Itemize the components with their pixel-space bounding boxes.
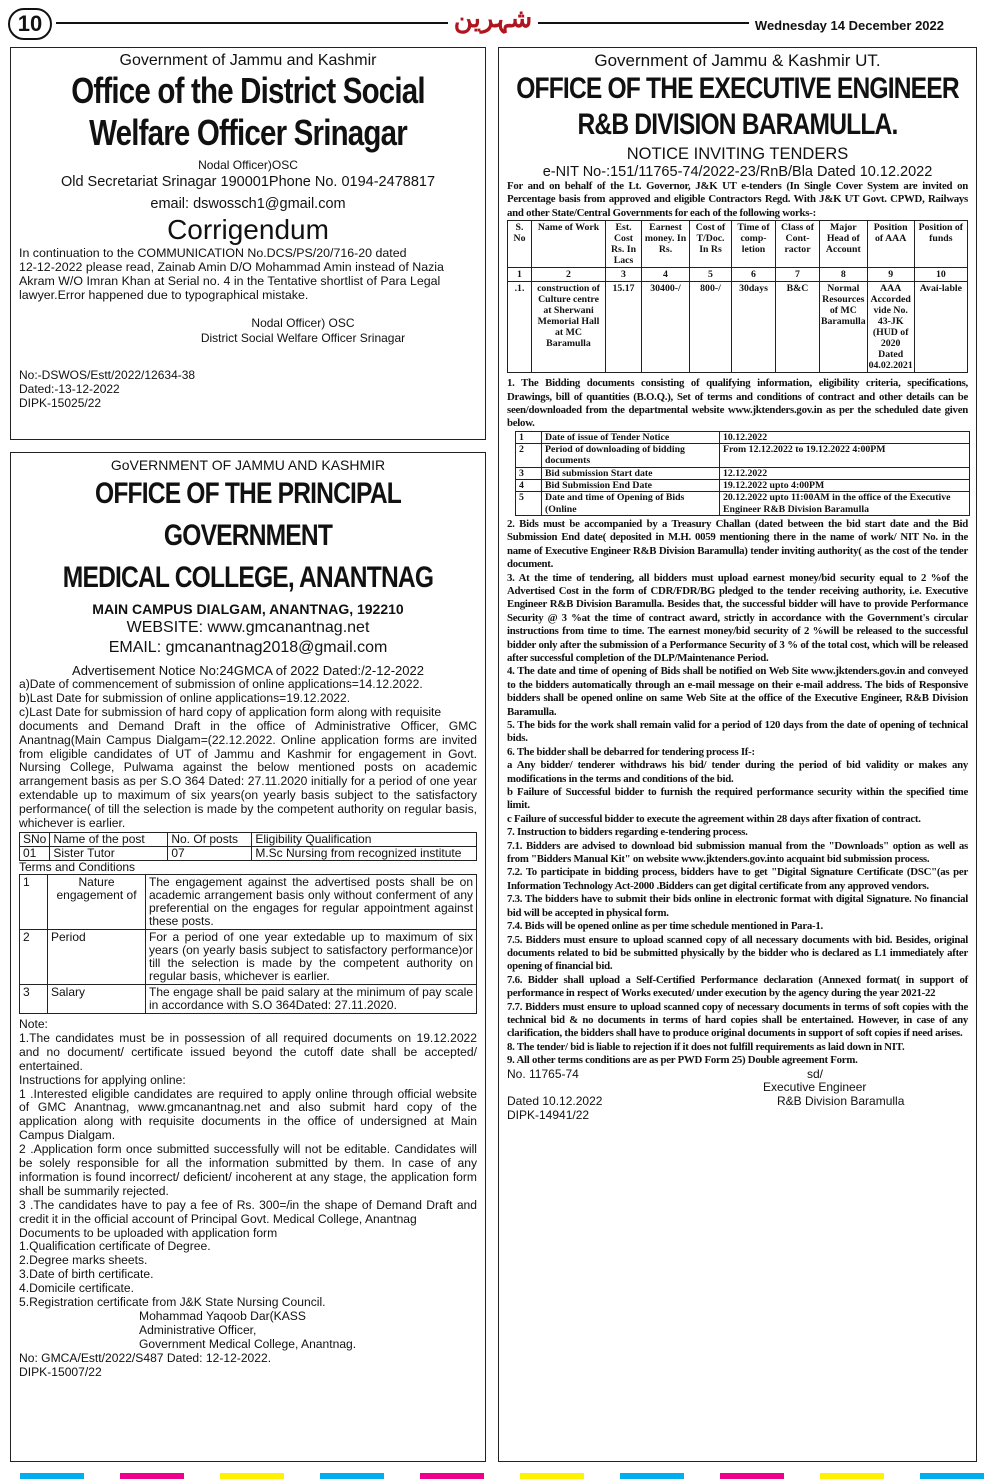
table-cell: Cost of T/Doc. In Rs [690, 221, 732, 268]
table-cell: construction of Culture centre at Sherwani Memorial Hall at MC Baramulla [532, 282, 606, 373]
table-cell: Avai-lable [914, 282, 967, 373]
table-cell: M.Sc Nursing from recognized institute [252, 846, 477, 860]
table-cell: Name of Work [532, 221, 606, 268]
ad2-sig-2: Administrative Officer, [139, 1322, 257, 1337]
ad3-para: 7.4. Bids will be opened online as per time schedule mentioned in Para-1. [507, 920, 823, 933]
ad1-heading: Corrigendum [167, 214, 329, 245]
ad2-note: 4.Domicile certificate. [19, 1281, 134, 1296]
page-number: 10 [8, 8, 52, 40]
table-cell: 6 [732, 268, 776, 282]
table-cell: S. No [508, 221, 532, 268]
table-cell: Position of AAA [867, 221, 914, 268]
ad3-enit: e-NIT No-:151/11765-74/2022-23/RnB/Bla Dated 10.12.2022 [542, 164, 933, 180]
table-cell: The engagement against the advertised posts shall be on academic arrangement basis only without conferment of any preferential on the engages for regular appointment against these posts. [146, 874, 477, 929]
ad2-note: 1.Qualification certificate of Degree. [19, 1239, 211, 1254]
posts-col-name: Name of the post [50, 832, 168, 846]
ad1-sig-1: Nodal Officer) OSC [251, 316, 355, 330]
ad3-para: 7.3. The bidders have to submit their bids online in electronic format with digital Signature. No financial bid will be accepted in physical form. [507, 893, 968, 919]
ad2-intro-b: b)Last Date for submission of online applications=19.12.2022. [19, 690, 351, 705]
color-swatch [420, 1473, 484, 1479]
color-registration-bar [20, 1473, 984, 1479]
ad3-para: 7.1. Bidders are advised to download bid submission manual from the "Downloads" option as well as from "Bidders Manual Kit" on website www.jktenders.gov.into acquaint bid submission process. [507, 839, 968, 866]
color-swatch [220, 1473, 284, 1479]
ad1-refs [19, 368, 477, 410]
table-row [20, 929, 477, 984]
color-swatch [320, 1473, 384, 1479]
table-cell: Date of issue of Tender Notice [542, 431, 720, 443]
table-cell: 30400-/ [642, 282, 690, 373]
ad2-note: 3.Date of birth certificate. [19, 1267, 154, 1282]
ad3-para: a Any bidder/ tenderer withdraws his bid/ tender during the period of bid validity or makes any modifications in the terms and conditions of the bid. [507, 759, 968, 785]
table-cell: 4 [516, 480, 542, 492]
posts-table [19, 832, 477, 861]
ad3-sd: sd/ [807, 1066, 824, 1081]
table-row [516, 467, 970, 479]
ad3-intro: For and on behalf of the Lt. Governor, J&K UT e-tenders (In Single Cover System are invited on Percentage basis from approved and eligible Contractors Regd. With J&K UT Govt. CPWD, Railways and other State/Central Governments for each of the following works-: [507, 180, 968, 219]
ad2-note: 1.The candidates must be in possession of all required documents on 19.12.2022 and no document/ certificate issued beyond the cutoff date shall be accepted/ entertained. [19, 1030, 477, 1073]
ad3-footer [507, 1068, 968, 1124]
ad3-sig-1: Executive Engineer [763, 1079, 867, 1094]
table-cell: 20.12.2022 upto 11:00AM in the office of the Executive Engineer R&B Division Baramulla [720, 492, 970, 516]
table-cell: 01 [20, 846, 50, 860]
color-swatch [120, 1473, 184, 1479]
ad1-officer: Nodal Officer)OSC [198, 158, 298, 172]
ad1-ref-1: No:-DSWOS/Estt/2022/12634-38 [19, 368, 196, 382]
ad3-dated: Dated 10.12.2022 [507, 1093, 603, 1108]
table-row [508, 282, 968, 373]
ad1-body-line: In continuation to the COMMUNICATION No.DCS/PS/20/716-20 dated [19, 246, 407, 260]
ad3-para: 6. The bidder shall be debarred for tendering process If-: [507, 745, 755, 758]
ad-gmc-anantnag [10, 452, 486, 1462]
table-cell: Period of downloading of bidding documents [542, 444, 720, 468]
color-swatch [20, 1473, 84, 1479]
ad2-ref-1: No: GMCA/Estt/2022/S487 Dated: 12-12-2022. [19, 1350, 272, 1365]
table-row [20, 846, 477, 860]
ad3-notice: NOTICE INVITING TENDERS [626, 145, 849, 163]
table-cell: Salary [48, 984, 146, 1013]
ad3-paras [507, 518, 968, 1068]
table-cell: 15.17 [606, 282, 642, 373]
table-cell: 30days [732, 282, 776, 373]
table-cell: 7 [776, 268, 820, 282]
table-cell: .1. [508, 282, 532, 373]
ad1-body-line: Akram W/O Imran Khan at Serial no. 4 in the Tentative shortlist of Para Legal [19, 274, 441, 288]
table-cell: Nature engagement of [48, 874, 146, 929]
ad1-ref-2: Dated:-13-12-2022 [19, 382, 120, 396]
table-cell: 2 [532, 268, 606, 282]
table-cell: Earnest money. In Rs. [642, 221, 690, 268]
ad1-body-line: 12-12-2022 please read, Zainab Amin D/O Mohammad Amin instead of Nazia [19, 260, 444, 274]
color-swatch [720, 1473, 784, 1479]
ad3-para: c Failure of successful bidder to execute the agreement within 28 days after fixation of contract. [507, 812, 921, 825]
table-cell: Period [48, 929, 146, 984]
ad-district-social-welfare [10, 47, 486, 440]
table-cell: 12.12.2022 [720, 467, 970, 479]
color-swatch [520, 1473, 584, 1479]
ad3-para: 2. Bids must be accompanied by a Treasury Challan (dated between the bid start date and the Bid Submission End date( deposited in M.H. 0059 mentioning there in the name of work/ NIT No. in the name of Executive Engineer R&B Division Baramulla) tender inviting authority( as the cost of the tender document. [507, 517, 968, 571]
ad2-intro-a: a)Date of commencement of submission of online applications=14.12.2022. [19, 677, 423, 691]
table-cell: 5 [690, 268, 732, 282]
table-cell: 5 [516, 492, 542, 516]
ad1-gov: Government of Jammu and Kashmir [119, 52, 377, 69]
ad2-refs [19, 1352, 477, 1380]
ad1-title-1: Office of the District Social [71, 70, 425, 111]
ad3-no: No. 11765-74 [507, 1066, 579, 1081]
table-cell: 3 [606, 268, 642, 282]
color-swatch [620, 1473, 684, 1479]
posts-col-count: No. Of posts [168, 832, 252, 846]
table-cell: The engage shall be paid salary at the minimum of pay scale in accordance with S.O 364Dated: 27.11.2020. [146, 984, 477, 1013]
table-cell: Bid submission Start date [542, 467, 720, 479]
terms-table [19, 874, 477, 1014]
ad2-campus: MAIN CAMPUS DIALGAM, ANANTNAG, 192210 [92, 601, 404, 617]
ad2-ref-2: DIPK-15007/22 [19, 1364, 102, 1379]
ad2-note: 2.Degree marks sheets. [19, 1253, 148, 1268]
table-cell: 2 [516, 444, 542, 468]
ad3-para: 4. The date and time of opening of Bids shall be notified on Web Site www.jktenders.gov.in and conveyed to the bidders automatically through an e-mail message on their e-mail address. The bids of Responsive bidders shall be opened online on same Web Site at the office of the Executive Engineer, R&B Division Baramulla. [507, 665, 968, 718]
ad1-body-line: lawyer.Error happened due to typographical mistake. [19, 288, 309, 302]
table-row [516, 480, 970, 492]
table-row [20, 874, 477, 929]
ad3-para: b Failure of Successful bidder to furnish the required performance security within the specified time limit. [507, 786, 968, 812]
ad3-sig-2: R&B Division Baramulla [777, 1093, 905, 1108]
ad3-para-1: 1. The Bidding documents consisting of qualifying information, eligibility criteria, specifications, Drawings, bill of quantities (B.O.Q.), Set of terms and conditions of contract and other details can be seen/downloaded from the departmental website www.jktenders.gov.in as per the scheduled date given below. [507, 377, 968, 430]
ad2-note: Note: [19, 1016, 48, 1031]
table-cell: B&C [776, 282, 820, 373]
table-row [508, 221, 968, 268]
ad2-sig-3: Government Medical College, Anantnag. [139, 1336, 357, 1351]
ad-rnb-baramulla [498, 47, 977, 1462]
ad2-note: Instructions for applying online: [19, 1072, 186, 1087]
ad2-sig-1: Mohammad Yaqoob Dar(KASS [139, 1309, 306, 1323]
table-cell: 9 [867, 268, 914, 282]
table-cell: 2 [20, 929, 48, 984]
ad2-email: EMAIL: gmcanantnag2018@gmail.com [108, 639, 388, 656]
ad3-gov: Government of Jammu & Kashmir UT. [594, 51, 881, 70]
ad2-website: WEBSITE: www.gmcanantnag.net [126, 619, 370, 636]
table-cell: For a period of one year extedable up to maximum of six years (on yearly basis subject to satisfactory performance)or till the selection is made by the competent authority on regular basis, whichever is earlier. [146, 929, 477, 984]
ad2-signature [19, 1310, 477, 1352]
posts-col-sno: SNo [20, 832, 50, 846]
table-cell: 1 [516, 431, 542, 443]
ad2-adv-notice: Advertisement Notice No:24GMCA of 2022 Dated:/2-12-2022 [72, 663, 424, 678]
ad2-note: 3 .The candidates have to pay a fee of Rs. 300=/in the shape of Demand Draft and credit it in the official account of Principal Govt. Medical College, Anantnag [19, 1197, 477, 1226]
table-cell: 8 [820, 268, 868, 282]
masthead-logo: شہرین [448, 2, 538, 38]
ad3-title-2: R&B DIVISION BARAMULLA. [577, 108, 898, 141]
table-row [516, 431, 970, 443]
page-header [0, 0, 984, 44]
table-cell: Normal Resources of MC Baramulla [820, 282, 868, 373]
ad2-note: 5.Registration certificate from J&K State Nursing Council. [19, 1295, 326, 1310]
ad3-para: 7.2. To participate in bidding process, bidders have to get "Digital Signature Certificate (DSC"(as per Information Technology Act-2000 .Bidders can get digital certificate from any approved vendors. [507, 866, 968, 892]
table-cell: 3 [516, 467, 542, 479]
ad2-intro-c: c)Last Date for submission of hard copy of application form along with requisite [19, 704, 442, 719]
ad3-para: 7.6. Bidder shall upload a Self-Certified Performance declaration (Annexed format( in support of performance in respect of Works executed/ under execution by the agency during the year 2021-22 [507, 973, 968, 1000]
works-table [507, 220, 968, 373]
table-row [508, 268, 968, 282]
ad3-para: 7.5. Bidders must ensure to upload scanned copy of all necessary documents with bid. Besides, original documents related to bid be submitted physically by the bidder who is declared as L1 immediately after opening of financial bid. [507, 933, 968, 973]
ad2-note: 1 .Interested eligible candidates are required to apply online through official website of GMC Anantnag, www.gmcanantnag.net and also submit hard copy of the application along with requisite documents in the office of undersigned at Main Campus Dialgam. [19, 1086, 477, 1143]
ad1-title-2: Welfare Officer Srinagar [89, 112, 407, 153]
ad2-note: 2 .Application form once submitted successfully will not be editable. Candidates will be solely responsible for all the information submitted by them. In case of any information is found incorrect/ deficient/ incoherent at any stage, the application form shall be summarily rejected. [19, 1142, 477, 1198]
ad1-signature [19, 316, 477, 346]
table-cell: Est. Cost Rs. In Lacs [606, 221, 642, 268]
table-cell: 19.12.2022 upto 4:00PM [720, 480, 970, 492]
table-cell: Major Head of Account [820, 221, 868, 268]
table-cell: 1 [20, 874, 48, 929]
table-cell: 07 [168, 846, 252, 860]
table-cell: Date and time of Opening of Bids (Online [542, 492, 720, 516]
posts-col-qual: Eligibility Qualification [252, 832, 477, 846]
table-cell: 3 [20, 984, 48, 1013]
ad2-notes [19, 1018, 477, 1310]
table-row [516, 444, 970, 468]
ad2-intro [19, 678, 477, 831]
table-cell: 800-/ [690, 282, 732, 373]
table-row [20, 984, 477, 1013]
ad3-para: 3. At the time of tendering, all bidders must upload earnest money/bid security equal to 2 %of the Advertised Cost in the form of CDR/FDR/BG pledged to the tender receiving authority, i.e. Executive Engineer R&B Division Baramulla. Besides that, the successful bidder will have to provide Performance Security @ 3 %at the time of contract award, strictly in accordance with the Government's circular instructions from time to time. The earnest money/bid security of 2 %will be released to the successful bidder only after the submission of a Performance Security of 3 % of the total cost, which will be released after successful completion of the DLP/Maintenance Period. [507, 571, 968, 664]
table-row [516, 492, 970, 516]
table-cell: Bid Submission End Date [542, 480, 720, 492]
ad3-para: 7.7. Bidders must ensure to upload scanned copy of necessary documents in terms of soft copies with the technical bid & no documents in terms of hard copies shall be entertained. However, in case of any clarification, the bidders shall have to produce original documents in support of soft copies if need arises. [507, 1000, 968, 1040]
ad2-title-2: MEDICAL COLLEGE, ANANTNAG [62, 561, 434, 594]
table-cell: 10 [914, 268, 967, 282]
ad2-title-1: OFFICE OF THE PRINCIPAL GOVERNMENT [95, 477, 401, 552]
table-cell: 1 [508, 268, 532, 282]
ad3-para: 7. Instruction to bidders regarding e-tendering process. [507, 826, 748, 839]
color-swatch [920, 1473, 984, 1479]
table-cell: Time of comp-letion [732, 221, 776, 268]
table-cell: Position of funds [914, 221, 967, 268]
ad1-ref-3: DIPK-15025/22 [19, 396, 102, 410]
ad3-title-1: OFFICE OF THE EXECUTIVE ENGINEER [516, 72, 959, 105]
ad3-para: 8. The tender/ bid is liable to rejection if it does not fulfill requirements as laid down in NIT. [507, 1040, 905, 1053]
ad3-para: 5. The bids for the work shall remain valid for a period of 120 days from the date of opening of technical bids. [507, 719, 968, 745]
ad3-para: 9. All other terms conditions are as per PWD Form 25) Double agreement Form. [507, 1054, 858, 1067]
ad3-dipk: DIPK-14941/22 [507, 1107, 590, 1122]
ad2-intro-d: documents and Demand Draft in the office of Administrative Officer, GMC Anantnag(Main Campus Dialgam=(22.12.2022. Online application forms are invited from eligible candidates of UT of Jammu and Kashmir for engagement in Govt. Nursing College, Pulwama against the below mentioned posts on academic arrangement basis as per S.O 364 Dated: 27.11.2020 initially for a period of one year extendable up to maximum of six years(on yearly basis subject to the satisfactory performance( of till the selection is made by the competent authority on regular basis, whichever is earlier. [19, 718, 477, 831]
issue-date: Wednesday 14 December 2022 [749, 18, 944, 33]
ad1-sig-2: District Social Welfare Officer Srinagar [200, 331, 406, 345]
table-cell: Class of Cont-ractor [776, 221, 820, 268]
color-swatch [820, 1473, 884, 1479]
ad1-address: Old Secretariat Srinagar 190001Phone No. 0194-2478817 [60, 174, 436, 190]
table-cell: Sister Tutor [50, 846, 168, 860]
terms-title: Terms and Conditions [19, 859, 136, 874]
ad2-note: Documents to be uploaded with application form [19, 1225, 278, 1240]
ad1-body [19, 246, 477, 302]
table-cell: AAA Accorded vide No. 43-JK (HUD of 2020 Dated 04.02.2021 [868, 283, 913, 372]
ad1-email: email: dswossch1@gmail.com [150, 196, 346, 212]
schedule-table [515, 431, 970, 516]
table-row [20, 832, 477, 846]
ad2-gov: GoVERNMENT OF JAMMU AND KASHMIR [110, 457, 386, 473]
table-cell: 10.12.2022 [720, 431, 970, 443]
table-cell: From 12.12.2022 to 19.12.2022 4:00PM [720, 444, 970, 468]
table-cell: 4 [642, 268, 690, 282]
